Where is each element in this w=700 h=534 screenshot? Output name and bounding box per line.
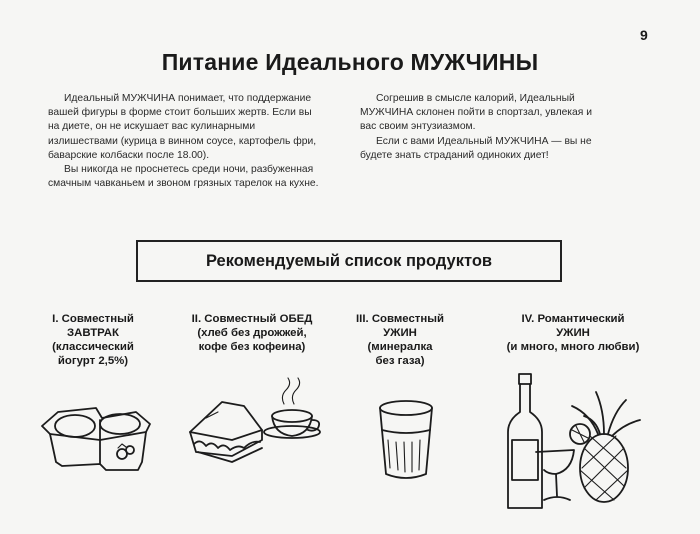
intro-paragraph: Согрешив в смысле калорий, Идеальный МУЖЧИНА склонен пойти в спортзал, увлекая и вас своим энтузиазмом. [360,93,592,133]
meal-line: ЗАВТРАК [67,327,119,339]
page-title: Питание Идеального МУЖЧИНЫ [161,49,539,75]
meal-line: без газа) [375,355,425,367]
yogurt-cups-icon [42,408,150,470]
meal-line: III. Совместный [356,313,444,325]
meal-line: УЖИН [383,327,417,339]
meal-line: йогурт 2,5%) [57,355,129,367]
meal-line: I. Совместный [52,313,134,325]
meal-line: II. Совместный ОБЕД [191,313,313,325]
recommended-products-heading: Рекомендуемый список продуктов [136,240,562,282]
glass-of-water-icon [380,401,432,478]
meal-line: (и много, много любви) [506,341,640,353]
page-number: 9 [640,27,648,43]
meal-line: (хлеб без дрожжей, [197,327,307,339]
meal-line: (минералка [367,341,433,353]
meal-line: IV. Романтический [521,313,625,325]
meal-line: (классический [52,341,134,353]
sandwich-and-coffee-icon [190,378,320,462]
intro-paragraph: Идеальный МУЖЧИНА понимает, что поддержание вашей фигуры в форме стоит больших жертв. Если вы на диете, он не искушает вас кулинарными излишествами (курица в винном соусе, картофель фри, баварские колбаски после 18.00). [48,93,317,161]
meal-line: кофе без кофеина) [198,341,306,353]
intro-paragraph: Вы никогда не проснетесь среди ночи, разбуженная смачным чавканьем и звоном грязных тарелок на кухне. [48,164,319,190]
meal-line: УЖИН [556,327,590,339]
wine-and-pineapple-icon [508,374,640,508]
intro-paragraph: Если с вами Идеальный МУЖЧИНА — вы не будете знать страданий одиноких диет! [360,135,592,161]
